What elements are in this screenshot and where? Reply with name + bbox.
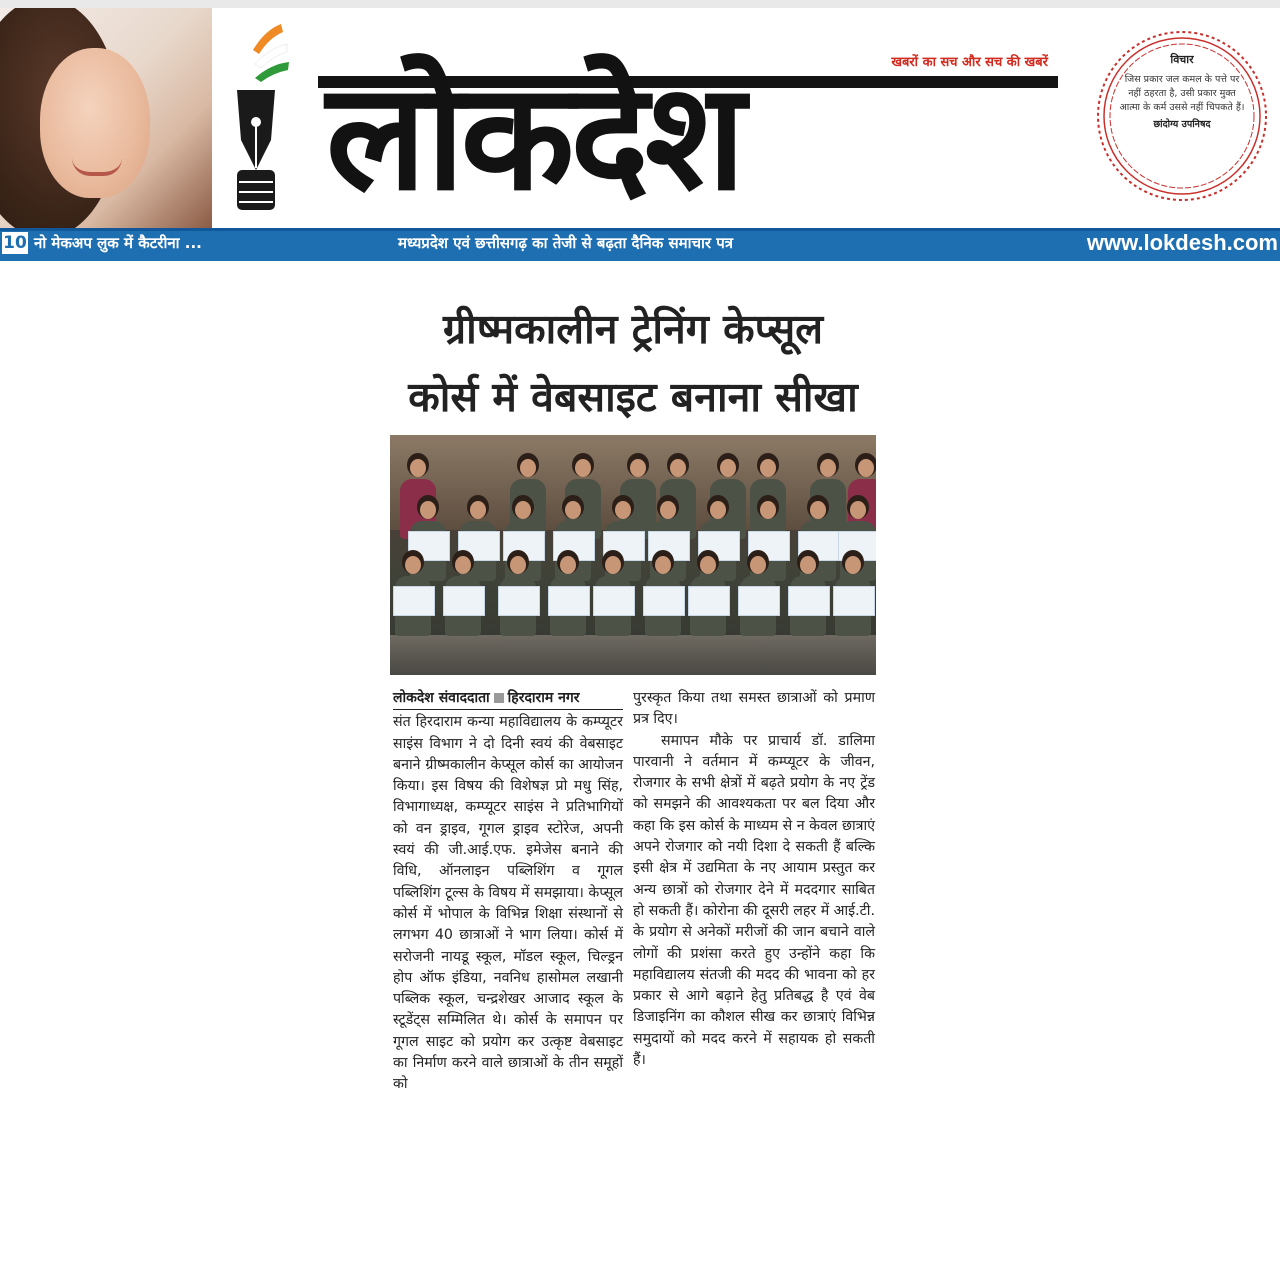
certificate	[643, 586, 685, 616]
certificate	[593, 586, 635, 616]
article-column-2	[633, 688, 875, 1071]
masthead-tagline: खबरों का सच और सच की खबरें	[891, 55, 1048, 70]
newspaper-title: लोकदेश	[326, 49, 742, 223]
byline	[393, 688, 623, 710]
page-number: 10	[3, 233, 27, 253]
teaser-link[interactable]: नो मेकअप लुक में कैटरीना ...	[34, 234, 202, 252]
vichar-source: छांदोग्य उपनिषद	[1153, 119, 1211, 130]
article-paragraph-1: संत हिरदाराम कन्या महाविद्यालय के कम्प्यूटर साइंस विभाग ने दो दिनी स्वयं की वेबसाइट बनाने ग्रीष्मकालीन केप्सूल कोर्स का आयोजन किया। इस विषय की विशेषज्ञ प्रो मधु सिंह, विभागाध्यक्ष, कम्प्यूटर साइंस ने प्रतिभागियों को वन ड्राइव, गूगल ड्राइव स्टोरेज, अपनी स्वयं की जी.आई.एफ. इमेजेस बनाने की विधि, ऑनलाइन पब्लिशिंग व गूगल पब्लिशिंग टूल्स के विषय में समझाया। केप्सूल कोर्स में भोपाल के विभिन्न शिक्षा संस्थानों से लगभग 40 छात्राओं ने भाग लिया। कोर्स में सरोजनी नायडू स्कूल, मॉडल स्कूल, चिल्ड्रन होप ऑफ इंडिया, नवनिध हासोमल लखानी पब्लिक स्कूल, चन्द्रशेखर आजाद स्कूल के स्टूडेंट्स सम्मिलित थे। कोर्स के समापन पर गूगल साइट को प्रयोग कर उत्कृष्ट वेबसाइट का निर्माण करने वाले छात्राओं के तीन समूहों को	[393, 714, 623, 1093]
certificate	[498, 586, 540, 616]
certificate	[833, 586, 875, 616]
masthead	[318, 28, 1058, 223]
news-photo-group[interactable]	[390, 435, 876, 675]
article-paragraph-3: समापन मौके पर प्राचार्य डॉ. डालिमा पारवानी ने वर्तमान में कम्प्यूटर के जीवन, रोजगार के सभी क्षेत्रों में बढ़ते प्रयोग के नए ट्रेंड को समझने की आवश्यकता पर बल दिया और कहा कि इस कोर्स के माध्यम से न केवल छात्राएं अपने रोजगार को नयी दिशा दे सकती हैं बल्कि इसी क्षेत्र में उद्यमिता के नए आयाम प्रस्तुत कर अन्य छात्रों को रोजगार देने में मददगार साबित हो सकती हैं। कोरोना की दूसरी लहर में आई.टी. के प्रयोग से अनेकों मरीजों की जान बचाने वाले लोगों की प्रशंसा करते हुए उन्होंने कहा कि महाविद्यालय संतजी की मदद की भावना को हर प्रकार से आगे बढ़ाने हेतु प्रतिबद्ध है एवं वेब डिजाइनिंग का कौशल सीख कर छात्राएं विभिन्न समुदायों को मदद करने में सहायक हो सकती हैं।	[633, 732, 875, 1069]
top-print-strip	[0, 0, 1280, 8]
celebrity-photo[interactable]	[0, 8, 212, 230]
certificate	[788, 586, 830, 616]
article-column-1	[393, 688, 623, 1096]
masthead-subtitle: मध्यप्रदेश एवं छत्तीसगढ़ का तेजी से बढ़ता दैनिक समाचार पत्र	[398, 234, 734, 252]
vichar-text: जिस प्रकार जल कमल के पत्ते पर नहीं ठहरता है, उसी प्रकार मुक्त आत्मा के कर्म उससे नहीं चिपकते हैं।	[1119, 74, 1245, 113]
article-headline-line-1: ग्रीष्मकालीन ट्रेनिंग केप्सूल	[442, 305, 824, 353]
certificate	[738, 586, 780, 616]
certificate	[548, 586, 590, 616]
byline-place: हिरदाराम नगर	[507, 690, 580, 706]
vichar-title: विचार	[1170, 53, 1194, 66]
certificate	[688, 586, 730, 616]
certificate	[393, 586, 435, 616]
article-paragraph-2: पुरस्कृत किया तथा समस्त छात्राओं को प्रमाण प्रत्र दिए।	[633, 690, 875, 728]
article-headline-line-2: कोर्स में वेबसाइट बनाना सीखा	[408, 373, 858, 421]
pen-nib-fist-icon	[225, 20, 295, 220]
vichar-quote-box	[1096, 20, 1268, 212]
photo-floor	[390, 635, 876, 675]
certificate	[443, 586, 485, 616]
byline-separator-square	[494, 693, 504, 703]
byline-reporter: लोकदेश संवाददाता	[393, 690, 490, 706]
website-link[interactable]: www.lokdesh.com	[1086, 230, 1278, 255]
